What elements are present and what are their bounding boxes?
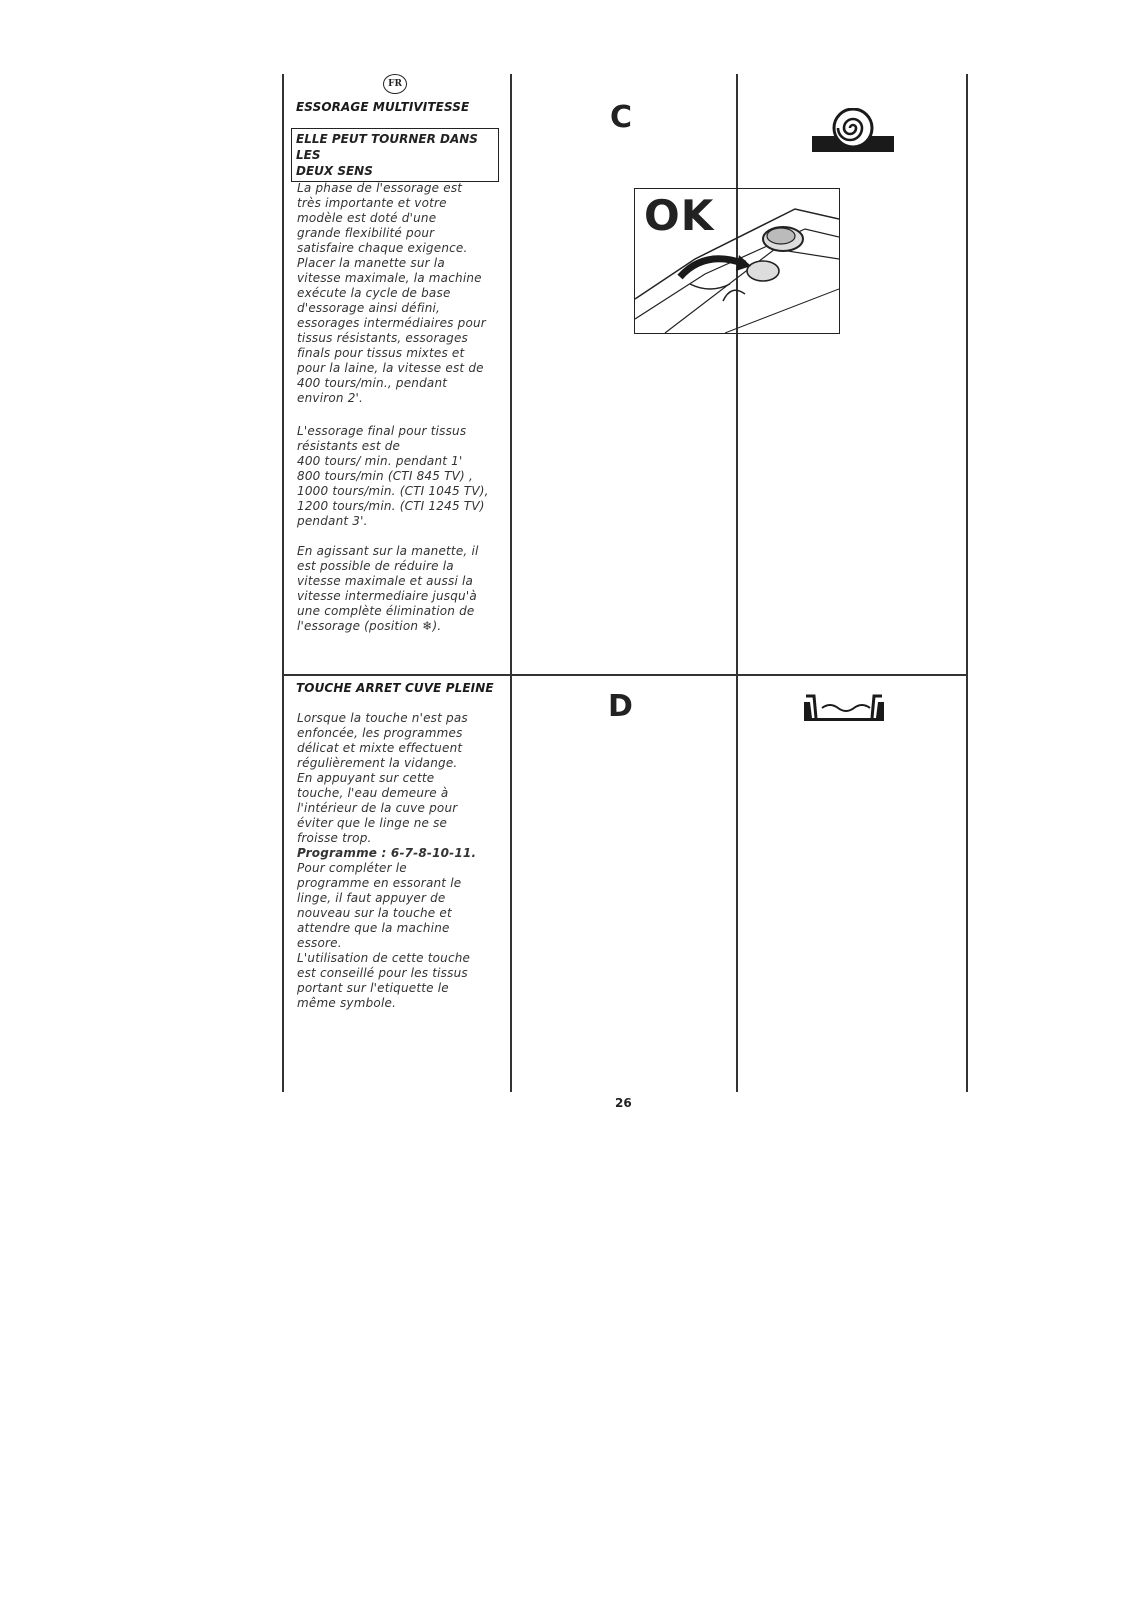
text-line: Lorsque la touche n'est pas [297, 711, 468, 725]
text-line: est possible de réduire la [297, 559, 454, 573]
section-d-title: TOUCHE ARRET CUVE PLEINE [296, 681, 494, 695]
text-line: programme en essorant le [297, 876, 462, 890]
column-divider-outer [966, 74, 968, 1092]
text-line: essore. [297, 936, 342, 950]
text-line: En appuyant sur cette [297, 771, 435, 785]
text-line: 400 tours/min., pendant [297, 376, 448, 390]
text-line: En agissant sur la manette, il [297, 544, 479, 558]
text-line: La phase de l'essorage est [297, 181, 463, 195]
text-line: d'essorage ainsi défini, [297, 301, 441, 315]
text-line: linge, il faut appuyer de [297, 891, 446, 905]
text-line: attendre que la machine [297, 921, 450, 935]
section-c-paragraph-1 [297, 181, 507, 406]
text-line: est conseillé pour les tissus [297, 966, 468, 980]
ok-illustration [634, 188, 840, 334]
text-line: même symbole. [297, 996, 397, 1010]
text-line: environ 2'. [297, 391, 364, 405]
text-line: vitesse maximale, la machine [297, 271, 482, 285]
text-line: 800 tours/min (CTI 845 TV) , [297, 469, 473, 483]
text-line: L'essorage final pour tissus [297, 424, 467, 438]
text-line: finals pour tissus mixtes et [297, 346, 465, 360]
column-divider-middle [510, 74, 512, 1092]
text-line: très importante et votre [297, 196, 447, 210]
boxed-line-2: DEUX SENS [296, 164, 373, 178]
text-line: résistants est de [297, 439, 401, 453]
section-c-title: ESSORAGE MULTIVITESSE [296, 100, 470, 114]
section-d-paragraph-1 [297, 711, 507, 1011]
section-c-paragraph-3 [297, 544, 507, 634]
language-badge: FR [383, 74, 407, 94]
text-line: tissus résistants, essorages [297, 331, 468, 345]
text-line: enfoncée, les programmes [297, 726, 463, 740]
text-line: 1000 tours/min. (CTI 1045 TV), [297, 484, 489, 498]
text-line: l'intérieur de la cuve pour [297, 801, 458, 815]
text-line: régulièrement la vidange. [297, 756, 458, 770]
text-line: pendant 3'. [297, 514, 368, 528]
page-number: 26 [615, 1096, 632, 1110]
text-line: Pour compléter le [297, 861, 407, 875]
section-c-paragraph-2 [297, 424, 507, 529]
text-line: L'utilisation de cette touche [297, 951, 471, 965]
text-line: éviter que le linge ne se [297, 816, 448, 830]
text-line: une complète élimination de [297, 604, 475, 618]
section-divider [282, 674, 968, 676]
section-d-letter: D [608, 689, 633, 724]
text-line: l'essorage (position ❄). [297, 619, 442, 633]
text-line: Placer la manette sur la [297, 256, 445, 270]
ok-label: OK [644, 191, 715, 240]
text-line: touche, l'eau demeure à [297, 786, 449, 800]
text-line: essorages intermédiaires pour [297, 316, 486, 330]
section-c-letter: C [610, 100, 633, 135]
column-divider-left [282, 74, 284, 1092]
boxed-line-1: ELLE PEUT TOURNER DANS LES [296, 132, 478, 162]
section-c-boxed-note [291, 128, 499, 182]
text-line: 400 tours/ min. pendant 1' [297, 454, 463, 468]
text-line: grande flexibilité pour [297, 226, 435, 240]
text-line: 1200 tours/min. (CTI 1245 TV) [297, 499, 485, 513]
text-line: vitesse intermediaire jusqu'à [297, 589, 477, 603]
text-line: froisse trop. [297, 831, 372, 845]
text-line: pour la laine, la vitesse est de [297, 361, 484, 375]
text-line: vitesse maximale et aussi la [297, 574, 474, 588]
program-line: Programme : 6-7-8-10-11. [297, 846, 477, 860]
text-line: satisfaire chaque exigence. [297, 241, 468, 255]
text-line: délicat et mixte effectuent [297, 741, 463, 755]
text-line: portant sur l'etiquette le [297, 981, 449, 995]
text-line: modèle est doté d'une [297, 211, 437, 225]
rinse-hold-tub-icon [802, 694, 886, 722]
text-line: nouveau sur la touche et [297, 906, 452, 920]
spin-spiral-icon [812, 108, 894, 154]
text-line: exécute la cycle de base [297, 286, 451, 300]
